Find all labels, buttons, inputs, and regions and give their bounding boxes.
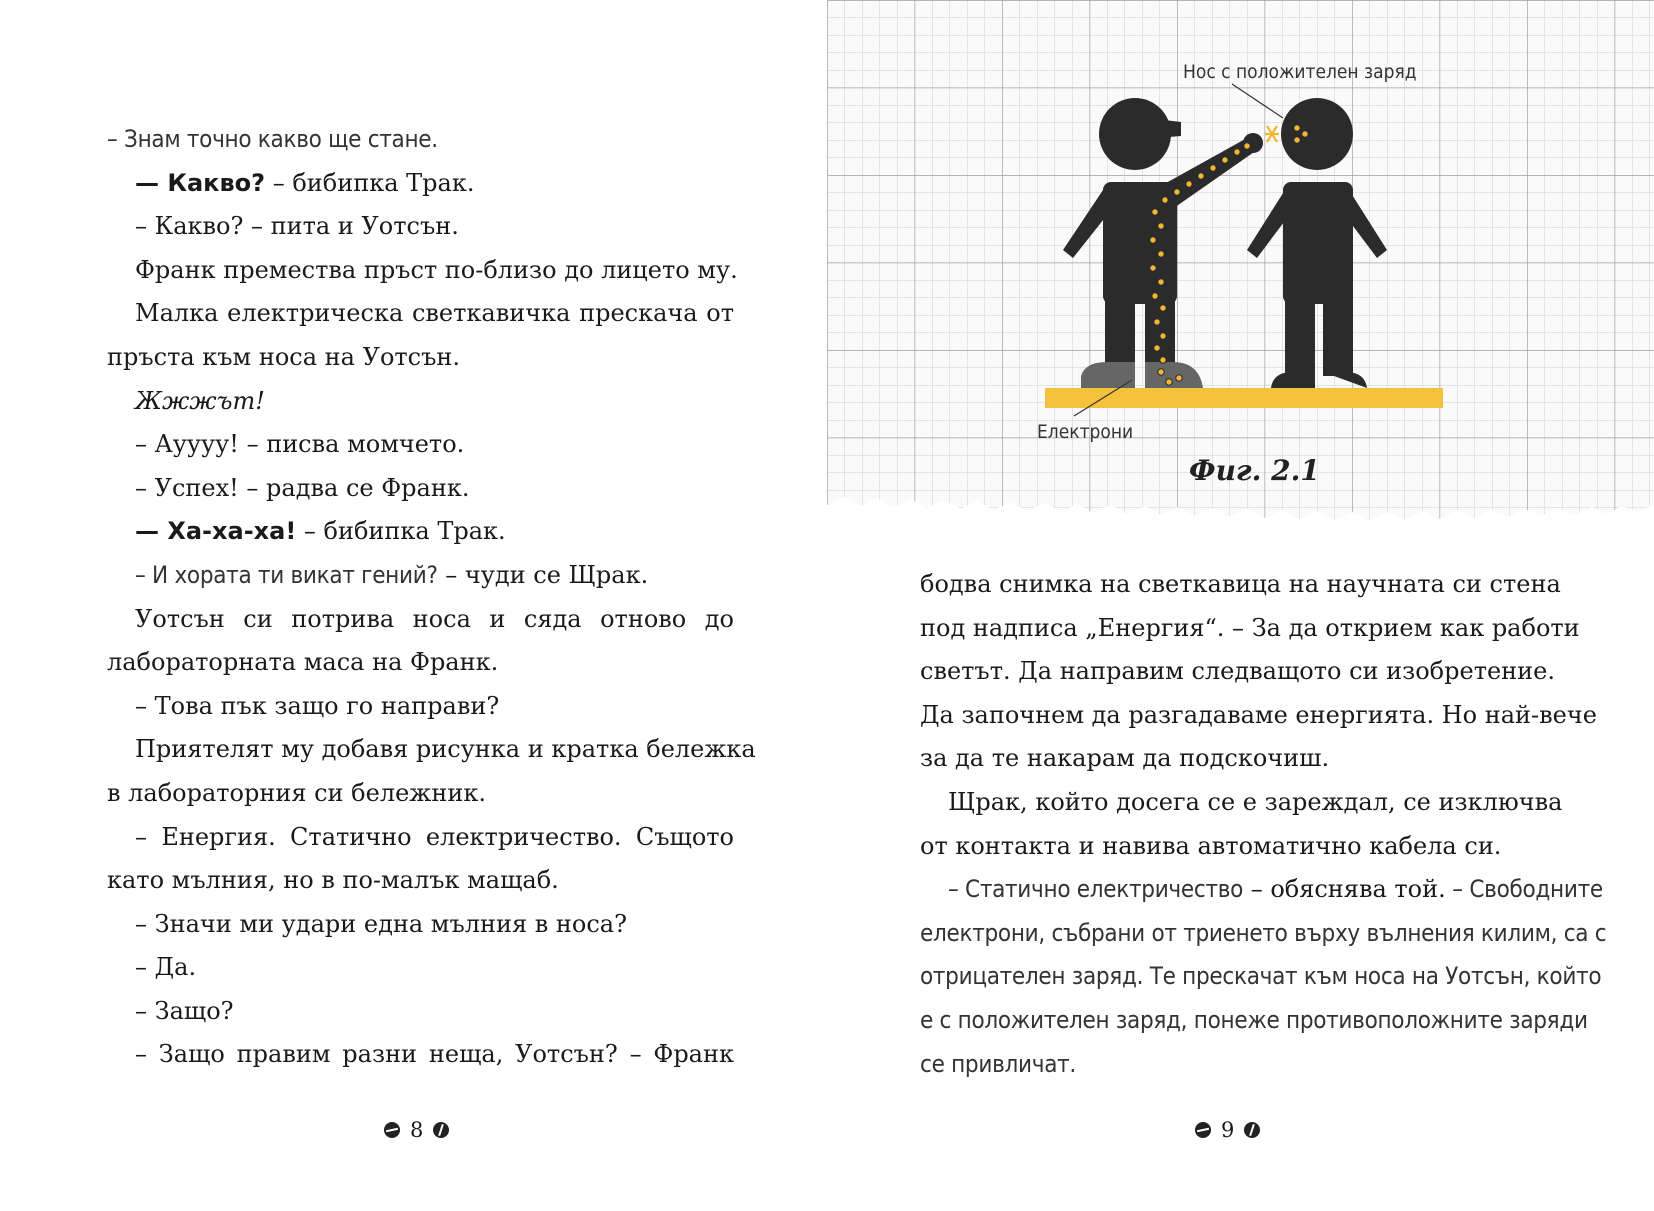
page-number: 8: [410, 1118, 424, 1142]
text-line: лабораторната маса на Франк.: [107, 648, 499, 677]
label-electrons: Електрони: [1037, 421, 1134, 443]
right-page: [827, 0, 1654, 1211]
folio-ornament-icon: [384, 1122, 400, 1138]
text-line: – Ауууу! – писва момчето.: [135, 430, 465, 459]
folio-ornament-icon: [1195, 1122, 1211, 1138]
floor-carpet: [1045, 388, 1443, 408]
text-line: е с положителен заряд, понеже противоположните заряди: [920, 1005, 1588, 1034]
label-positive-nose: Нос с положителен заряд: [1183, 61, 1417, 83]
page-number-left: [384, 1118, 449, 1142]
robot-speech: – Статично електричество: [948, 875, 1244, 904]
text-line: в лабораторния си бележник.: [107, 778, 486, 807]
text-line: електрони, събрани от триенето върху вълнения килим, са с: [920, 918, 1607, 947]
text-line: – Това пък защо го направи?: [135, 691, 500, 720]
text-line: от контакта и навива автоматично кабела си.: [920, 831, 1502, 860]
speech-tag: – обяснява той.: [1243, 875, 1446, 904]
page-number-right: [1195, 1118, 1260, 1142]
figure-caption: Фиг. 2.1: [1189, 454, 1320, 487]
text-line: – Енергия. Статично електричество. Същото: [135, 822, 734, 851]
text-line: Приятелят му добавя рисунка и кратка бележка: [135, 735, 756, 764]
text-line: под надписа „Енергия“. – За да открием как работи: [920, 613, 1580, 642]
speech-tag: – чуди се Щрак.: [437, 560, 649, 589]
folio-ornament-icon: [433, 1122, 449, 1138]
text-line: Да започнем да разгадаваме енергията. Но най-вече: [920, 700, 1597, 729]
text-line: за да те накарам да подскочиш.: [920, 744, 1330, 773]
page-number: 9: [1221, 1118, 1235, 1142]
text-line: [107, 510, 734, 554]
text-line: отрицателен заряд. Те прескачат към носа на Уотсън, който: [920, 962, 1602, 991]
text-line: – Защо правим разни неща, Уотсън? – Франк: [135, 1040, 734, 1069]
speech-tag: – бибипка Трак.: [265, 168, 475, 197]
text-line: като мълния, но в по-малък мащаб.: [107, 866, 559, 895]
figure-static-electricity: [827, 0, 1654, 540]
text-line: – Защо?: [135, 996, 234, 1025]
text-line: бодва снимка на светкавица на научната си стена: [920, 570, 1561, 598]
robot-speech: – И хората ти викат гений?: [135, 560, 438, 589]
text-line: се привличат.: [920, 1049, 1076, 1078]
text-line: Щрак, който досега се е зареждал, се изключва: [948, 787, 1563, 816]
left-page-text: [107, 118, 756, 1077]
text-line: [107, 162, 734, 206]
text-line: [920, 868, 1603, 912]
robot-speech: — Ха-ха-ха!: [135, 517, 297, 546]
figure-illustration: [827, 0, 1654, 540]
text-line: Франк премества пръст по-близо до лицето му.: [135, 255, 738, 284]
text-line: Уотсън си потрива носа и сяда отново до: [135, 604, 734, 633]
text-line: светът. Да направим следващото си изобретение.: [920, 657, 1555, 686]
text-line: – Какво? – пита и Уотсън.: [135, 212, 459, 241]
text-line: Малка електрическа светкавичка прескача от: [135, 299, 734, 328]
text-line: – Значи ми удари една мълния в носа?: [135, 909, 627, 938]
text-line: – Успех! – радва се Франк.: [135, 473, 470, 502]
text-line: пръста към носа на Уотсън.: [107, 342, 461, 371]
text-line: – Да.: [135, 953, 197, 982]
sound-effect: Жжжът!: [135, 386, 265, 415]
right-page-text: [920, 563, 1607, 1086]
folio-ornament-icon: [1244, 1122, 1260, 1138]
robot-speech: – Свободните: [1445, 875, 1603, 904]
speech-tag: – бибипка Трак.: [296, 517, 506, 546]
text-line: [107, 554, 734, 598]
text-line: – Знам точно какво ще стане.: [107, 125, 438, 153]
robot-speech: — Какво?: [135, 168, 266, 197]
